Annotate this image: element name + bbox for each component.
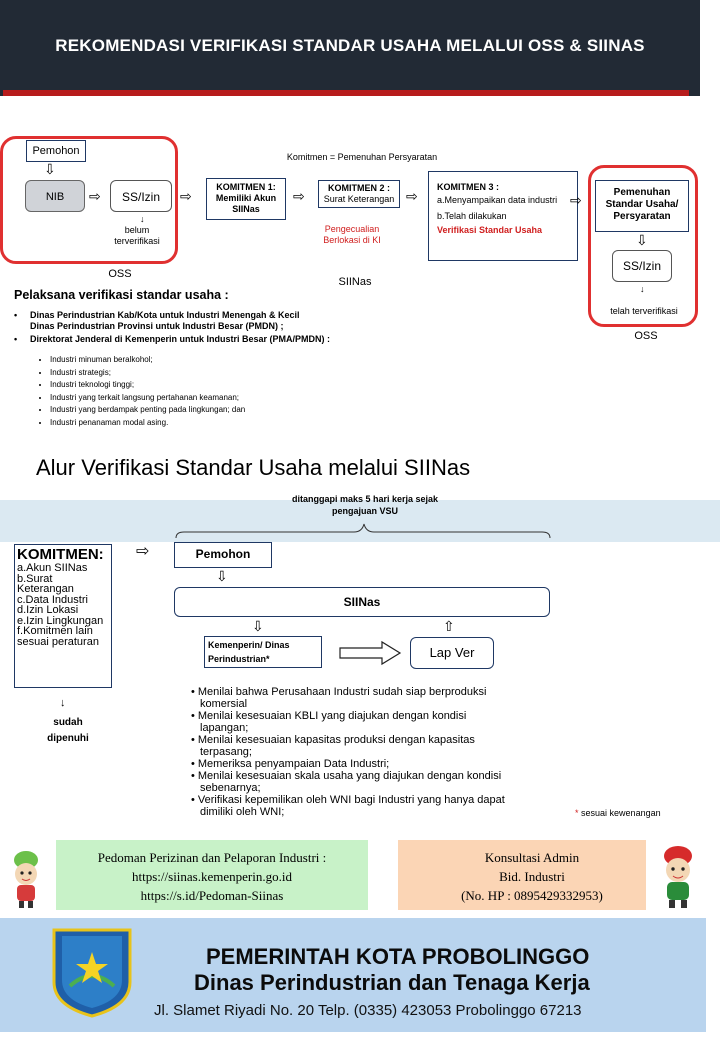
siinas-label: SIINas (338, 276, 372, 288)
alur-title: Alur Verifikasi Standar Usaha melalui SIINas (36, 455, 471, 480)
ss-izin-box: SS/Izin (110, 180, 172, 212)
pedoman-link-1[interactable]: https://siinas.kemenperin.go.id (132, 869, 292, 884)
siinas-bar: SIINas (174, 587, 550, 617)
arrow-right-icon: ⇨ (570, 192, 582, 208)
komitmen-list-item: e.Izin Lingkungan (17, 614, 104, 627)
industri-item: • Industri teknologi tinggi; (50, 379, 354, 392)
konsultasi-line-2: Bid. Industri (499, 869, 565, 884)
mascot-left-icon (6, 846, 46, 910)
arrow-down-small-icon: ↓ (640, 284, 645, 294)
komitmen-list-item: a.Akun SIINas (17, 562, 88, 574)
komitmen-3-title: KOMITMEN 3 : (437, 182, 499, 192)
telah-label: telah terverifikasi (610, 306, 678, 316)
pelaksana-item-1a: Dinas Perindustrian Kab/Kota untuk Industri Menengah & Kecil (30, 310, 300, 320)
komitmen-list-item: f.Komitmen lain sesuai peraturan (17, 625, 99, 648)
arrow-right-icon: ⇨ (89, 188, 101, 204)
arrow-down-small-icon: ↓ (60, 697, 66, 709)
arrow-right-large-icon (338, 640, 402, 666)
footnote-text: sesuai kewenangan (581, 808, 661, 818)
pemenuhan-box: Pemenuhan Standar Usaha/ Persyaratan (595, 180, 689, 232)
footer-line-1: PEMERINTAH KOTA PROBOLINGGO (206, 944, 590, 969)
komitmen-list-box (14, 544, 112, 688)
arrow-right-icon: ⇨ (180, 188, 192, 204)
verification-list (190, 686, 510, 818)
konsultasi-line-3: (No. HP : 0895429332953) (461, 888, 603, 903)
city-emblem-icon (48, 926, 136, 1018)
konsultasi-text (414, 848, 650, 905)
belum-label: belum terverifikasi (114, 225, 160, 246)
kemenperin-box: Kemenperin/ Dinas Perindustrian* (204, 636, 322, 668)
arrow-right-icon: ⇨ (136, 543, 150, 560)
lapver-box: Lap Ver (410, 637, 494, 669)
komitmen-1-box (206, 178, 286, 220)
komitmen-2-box (318, 180, 400, 208)
pengecualian-note: Pengecualian Berlokasi di KI (323, 224, 381, 245)
verification-item: • Menilai kesesuaian skala usaha yang diajukan dengan kondisi sebenarnya; (200, 770, 510, 794)
nib-box: NIB (25, 180, 85, 212)
arrow-down-icon: ⇩ (216, 568, 228, 584)
page-title: REKOMENDASI VERIFIKASI STANDAR USAHA MELALUI OSS & SIINAS (55, 36, 645, 55)
footer-address: Jl. Slamet Riyadi No. 20 Telp. (0335) 423053 Probolinggo 67213 (154, 1002, 582, 1019)
footer-line-2: Dinas Perindustrian dan Tenaga Kerja (194, 970, 590, 995)
pedoman-link-2[interactable]: https://s.id/Pedoman-Siinas (140, 888, 284, 903)
verification-item: • Menilai kesesuaian kapasitas produksi dengan kapasitas terpasang; (200, 734, 510, 758)
mascot-right-icon (654, 842, 702, 912)
arrow-up-icon: ⇧ (443, 618, 455, 634)
komitmen-1-text: KOMITMEN 1: Memiliki Akun SIINas (215, 182, 277, 214)
arrow-down-small-icon: ↓ (140, 214, 145, 224)
arrow-right-icon: ⇨ (293, 188, 305, 204)
pemohon-box: Pemohon (26, 140, 86, 162)
sudah-label: sudah dipenuhi (47, 717, 89, 744)
pelaksana-item-2: Direktorat Jenderal di Kemenperin untuk Industri Besar (PMA/PMDN) : (30, 334, 331, 344)
pelaksana-title: Pelaksana verifikasi standar usaha : (14, 288, 229, 302)
verification-item: • Menilai kesesuaian KBLI yang diajukan dengan kondisi lapangan; (200, 710, 510, 734)
pelaksana-list: • Dinas Perindustrian Kab/Kota untuk Industri Menengah & Kecil Dinas Perindustrian Provinsi untuk Industri Besar (PMDN) ; • Direktorat Jenderal di Kemenperin untuk Industri Besar (PMA/PMDN) : (14, 310, 331, 344)
industri-item: • Industri strategis; (50, 367, 354, 380)
komitmen-2-title: KOMITMEN 2 : (328, 183, 390, 193)
komitmen-3-c: Verifikasi Standar Usaha (437, 225, 543, 235)
komitmen-list-item: d.Izin Lokasi (17, 604, 79, 616)
oss-label-right: OSS (634, 330, 658, 342)
footnote-star: * (575, 808, 579, 818)
pedoman-text (56, 848, 368, 905)
industri-item: • Industri yang berdampak penting pada lingkungan; dan (50, 404, 354, 417)
konsultasi-line-1: Konsultasi Admin (484, 850, 580, 865)
komitmen-3-b: b.Telah dilakukan (437, 211, 507, 221)
pemohon-box-2: Pemohon (174, 542, 272, 568)
verification-item: • Verifikasi kepemilikan oleh WNI bagi Industri yang hanya dapat dimiliki oleh WNI; (200, 794, 510, 818)
industri-item: • Industri yang terkait langsung pertahanan keamanan; (50, 392, 354, 405)
industri-item: • Industri penanaman modal asing. (50, 417, 354, 430)
ditanggapi-label: ditanggapi maks 5 hari kerja sejak pengajuan VSU (291, 494, 439, 516)
komitmen-3-box (428, 171, 578, 261)
footnote (575, 808, 661, 819)
arrow-down-icon: ⇩ (636, 232, 648, 248)
arrow-down-icon: ⇩ (44, 161, 56, 177)
komitmen-3-a: a.Menyampaikan data industri (437, 195, 558, 205)
industri-item: • Industri minuman beralkohol; (50, 354, 354, 367)
komitmen-2-body: Surat Keterangan (323, 194, 395, 204)
arrow-down-icon: ⇩ (252, 618, 264, 634)
arrow-right-icon: ⇨ (406, 188, 418, 204)
verification-item: • Menilai bahwa Perusahaan Industri sudah siap berproduksi komersial (200, 686, 510, 710)
komitmen-list-item: c.Data Industri (17, 593, 88, 606)
oss-label: OSS (108, 268, 132, 280)
pedoman-title: Pedoman Perizinan dan Pelaporan Industri : (97, 850, 327, 865)
brace-icon (174, 520, 554, 540)
komitmen-list-title: KOMITMEN: (17, 546, 104, 563)
verification-item: • Memeriksa penyampaian Data Industri; (200, 758, 510, 770)
komitmen-definition: Komitmen = Pemenuhan Persyaratan (286, 152, 438, 162)
ss-izin-box-right: SS/Izin (612, 250, 672, 282)
pelaksana-item-1b: Dinas Perindustrian Provinsi untuk Industri Besar (PMDN) ; (30, 321, 284, 331)
industri-list (34, 354, 354, 429)
komitmen-list-item: b.Surat Keterangan (17, 572, 74, 595)
